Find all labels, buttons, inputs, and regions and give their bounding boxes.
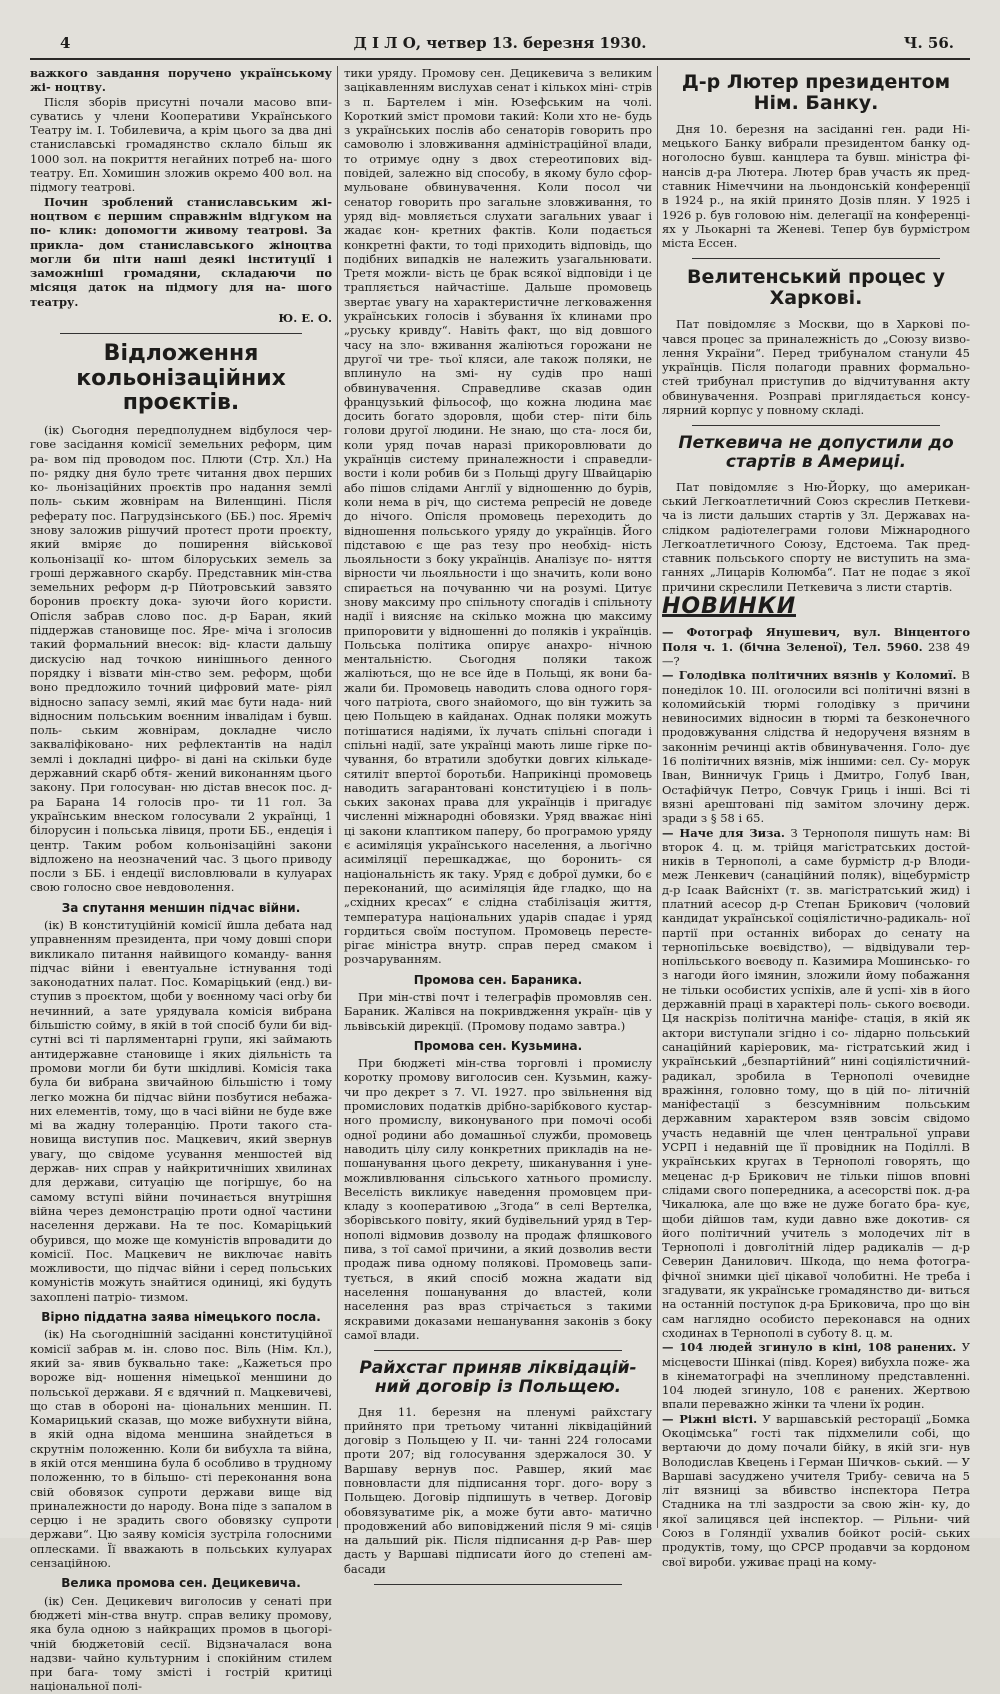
subheading: Промова сен. Бараника. (413, 972, 583, 987)
news-item (662, 1340, 970, 1411)
news-title: — Голодівка політичних вязнів у Коломиї. (662, 668, 957, 683)
article-text: тики уряду. Промову сен. Децикевича з великим зацікавленням вислухав сенат і кількох міні- стрів з п. Бартелем і мін. Юзефським на чолі. Короткий зміст промови такий: Коли хто не- будь з українських послів або сенаторів говорить про самоволю і зловживання адміністраційної влади, то отримує одну з двох стереотипових від- повідей, залежно від способу, в якому було сфор- мульоване обвинувачення. Коли посол чи сенатор говорить про загальне зловживання, то уряд від- мовляється слухати загальних увааг і жадає кон- кретних фактів. Коли подається конкретні факти, то тоді приходить відповідь, що подібних випадків не належить узагальнювати. Третя можли- вість це брак всякої відповіди і це трапляється найчастіше. Дальше промовець звертає увагу на характеристичне легковаження українських голосів і збування їх клинами про „руську кривду“. Навіть факт, що від довшого часу на зло- вживання жаліються горожани не другої чи тре- тьої кляси, але також поляки, не вплинуло на змі- ну судів про наші обвинувачення. Справедливе сказав один французький фільософ, що кожна людина має досить богато здоровля, щоби стер- піти біль голови другої людини. Не знаю, що ста- лося би, коли уряд почав наразі прикоровлювати до українців систему приналежности і справедли- вости і коли робив би з Польщі другу Швайцарію або пішов слідами Англії у відношенню до бурів, коли нема в річ, що система репресій не доведе до нічого. Опісля промовець переходить до відношення польського уряду до українців. Його підставою є ще раз тезу про необхід- ність льояльности з боку українців. Аналізує по- няття вірности чи льояльности і що значить, коли воно спирається на почуванню чи на розумі. Цитує знову максиму про спільноту спогадів і спільноту надії і виясняє на скілько можна цю максиму припоровити у відношенні до поляків і українців. Польська політика опирує анахро- нічною ментальністю. Сьогодня поляки також жаліються, що не все йде в Польщі, як вони ба- жали би. Промовець наводить слова одного горя- чого патріота, свого знайомого, що він тужить за цею Польщею в кайданах. Однак поляки можуть потішатися надіями, їх лучать спільні спогади і спільні надії, зате українці мають лише гірке по- чування, бо втратили здобутки довгих кількаде- сятиліт впертої боротьби. Наприкінці промовець наводить загарантовані конституцією і в поль- ських законах права для українців і пригадує численні міжнародні обовязки. Уряд вважає ніні ці закони клаптиком паперу, бо програмою уряду є асиміляція українського населення, а льогічно асиміляції перешкаджає, що боронить- ся національність як таку. Уряд є доброї думки, бо є переконаний, що асиміляція йде гладко, що на „східних кресах“ є слідна стабілізація життя, температура національних ударів спадає і уряд гордиться своїм поступом. Промовець пересте- рігає міністра внутр. справ перед смаком і розчаруванням. (344, 66, 652, 967)
column-rule (657, 66, 658, 1528)
signature: Ю. Е. О. (278, 311, 332, 326)
intro-paragraph: Почин зроблений станиславським жі- ноцтвом є першим справжнім відгуком на по- клик: допомогти живому театрові. За прикла- дом станиславського жіноцтва могли би піти наші деякі інституції і заможніші громадяни, складаючи по місяця даток на підмогу для на- шого театру. (30, 194, 332, 309)
column-1 (30, 66, 332, 1694)
news-item (662, 625, 970, 668)
news-item (662, 1412, 970, 1569)
headline-colonization: Відложення кольонізаційних проєктів. (76, 341, 286, 415)
column-rule (337, 66, 338, 1528)
divider (60, 333, 302, 334)
page-number: 4 (60, 34, 71, 52)
headline-petkevych: Петкевича не допустили до стартів в Америці. (678, 433, 954, 472)
news-body: У місцевости Шінкаі (півд. Корея) вибухла поже- жа в кінематографі на зчеплиному представленні. 104 людей згинуло, 108 є ранених. Жертвою впали переважно жінки та члени їх родин. (662, 1340, 970, 1412)
news-title: — Фотограф Янушевич, вул. Вінцентого Поля ч. 1. (бічна Зеленої), Тел. 5960. (662, 625, 970, 654)
subheading: Вірно піддатна заява німецького посла. (41, 1310, 321, 1325)
divider (692, 258, 940, 259)
article-text: Дня 10. березня на засіданні ген. ради Ні- мецького Банку вибрали президентом банку од- ноголосно бувш. канцлера та бувш. міністра фі- нансів д-ра Лютера. Лютер брав участь як пред- ставник Німеччини на льондонській конференції в 1924 р., на якій принято Дозів плян. У 1925 і 1926 р. був головою нім. делегації на конференці- ях у Льокарні та Женеві. Тепер був бурмістром міста Ессен. (662, 121, 970, 251)
divider (374, 1350, 622, 1351)
article-text: (ік) Сьогодня передполуднем відбулося чер- гове засідання комісії земельних реформ, цим ра- вом під проводом пос. Плюти (Стр. Хл.) На по- рядку дня було третє читання двох перших ко- льонізаційних проєктів про надання землі поль- ським жовнірам на Виленщині. Після реферату пос. Пагрудзінського (ББ.) пос. Яреміч знову заложив рішучий протест проти проєкту, який вміряє до поширення військової кольонізації ко- штом білоруських земель за гроші державного скарбу. Представник мін-ства земельних реформ д-р Пйотровський завзято боронив проєкту дока- зуючи його користи. Опісля забрав слово пос. д-р Баран, який піддержав становище пос. Яре- міча і зголосив такий формальний внесок: від- класти дальшу дискусію над точкою нинішнього денного порядку і візвати мін-ство зем. реформ, щоби воно предложило точний цифровий мате- ріял відносно запасу землі, який має бути нада- ний відносним польським воєнним інвалідам і бувш. поль- ським жовнірам, докладне число закваліфіковано- них рефлектантів на наділ землі і докладні цифро- ві дані на скільки буде державний скарб обтя- жений виконанням цього закону. При голосуван- ню дістав внесок пос. д-ра Барана 14 голосів про- ти 11 гол. За українським внеском голосували 2 українці, 1 білорусин і польська лівиця, проти ББ., ендеція і центр. Таким робом кольонізаційні закони відложено на неозначений час. З цього приводу посли з ББ. і ендеції висловлювали в кулуарах свою голосно свое невдоволення. (30, 422, 332, 895)
column-3 (662, 66, 971, 1569)
article-text: При мін-стві почт і телеграфів промовляв сен. Бараник. Жалівся на покривдження україн- ців у львівській дирекції. (Промову подамо завтра.) (344, 990, 652, 1033)
news-title: — Наче для Зиза. (662, 825, 785, 840)
issue-number: Ч. 56. (903, 34, 954, 52)
subheading: Велика промова сен. Децикевича. (61, 1576, 301, 1591)
news-item (662, 668, 970, 825)
divider (374, 1584, 622, 1585)
news-body: У варшавській ресторації „Бомка Окоцімська“ гості так підхмелили собі, що вертаючи до дому почали бійку, в якій зги- нув Володислав Квецень і Герман Шичков- ський. — У Варшаві засуджено учителя Трибу- севича на 5 літ вязниці за вбивство інспектора Петра Стадника на тлі заздрости за свою жін- ку, до якої залицявся цей інспектор. — Рільни- чий Союз в Голяндії ухвалив бойкот росій- ських продуктів, тому, що СРСР продавчи за кордоном свої вироби. уживає праці на кому- (662, 1411, 971, 1569)
news-body: 238 49—? (662, 639, 970, 668)
subheading: Промова сен. Кузьмина. (413, 1038, 583, 1053)
headline-reichstag: Райхстаг приняв ліквідацій- ний договір із Польщею. (359, 1358, 637, 1397)
article-text: Пат повідомляє з Ню-Йорку, що американ- ський Легкоатлетичний Союз скреслив Петкеви- ча із листи дальших стартів у Зл. Державах на- слідком радіотелеграми голови Міжнародного Легкоатлетичного Союзу, Едстоема. Так пред- ставник польського спорту не виступить на зма- ганнях „Лицарів Колюмба“. Пат не подає з якої причини скреслили Петкевича з листи стартів. (662, 479, 970, 594)
intro-paragraph: Після зборів присутні почали масово впи- суватись у члени Кооперативи Українського Театру ім. І. Тобилевича, а крім цього за два дні станиславські громадянство склало більш як 1000 зол. на покриття негайних потреб на- шого театру. Еп. Хомишин зложив окремо 400 вол. на підмогу театрові. (30, 94, 332, 195)
news-item (662, 826, 970, 1341)
article-text: При бюджеті мін-ства торговлі і промислу коротку промову виголосив сен. Кузьмин, кажу- чи про декрет з 7. VI. 1927. про звільнення від промислових податків дрібно-зарібкового кустар- ного промислу, виконуваного при помочі ocoбi одної родини або домашньої служби, промовець наводить цілу силу конкретних прикладів на не- пошанування цього декрету, шиканування і уне- можливлювання сільського хатнього промислу. Веселість викликує наведення промовцем при- кладу з кооперативою „Згода“ в селі Вертелка, зборівського повіту, який будівельний уряд в Тер- нополі відмовив дозволу на продаж фляшкового пива, з тої самої причини, а який дозволив вести продаж пива одному полякові. Промовець запи- тується, в який спосіб можна жадати від населення пошанування до властей, коли населення раз враз стрічається з такими яскравими доказами нешанування законів з боку самої влади. (344, 1056, 652, 1342)
intro-paragraph: важкого завдання поручено українському жі- ноцтву. (30, 66, 332, 95)
subheading: За спутання меншин підчас війни. (61, 900, 301, 915)
headline-kharkiv-trial: Велитенський процес у Харкові. (686, 266, 946, 310)
column-2 (344, 66, 652, 1576)
news-title: — Ріжні вісті. (662, 1411, 758, 1426)
page-header (30, 28, 970, 60)
article-text: Дня 11. березня на пленумі райхстагу прийнято при третьому читанні ліквідаційний договір з Польщею у II. чи- танні 224 голосами проти 207; від голосування здержалося 30. У Варшаву вернув пос. Равшер, який має повновласти для підписання торг. дого- вору з Польщею. Договір підпишуть в четвер. Договір обовязуватиме рік, а може бути авто- матично продовжений або виповіджений після 9 мі- сяців на дальший рік. Після підписання д-р Рав- шер дасть у Варшаві підписати його до степені ам- басади (344, 1404, 652, 1576)
article-text: (ік) Сен. Децикевич виголосив у сенаті при бюджеті мін-ства внутр. справ велику промову, яка була одною з найкращих промов в цьогорі- чній бюджетовій сесії. Відзначалася вона надзви- чайно культурним і спокійним стилем при бага- тому змісті і гострій критиці національної полі- (30, 1593, 332, 1694)
article-text: Пат повідомляє з Москви, що в Харкові по- чався процес за приналежність до „Союзу визво- лення України“. Перед трибуналом станули 45 українців. Після полагоди правних формально- стей трибунал приступив до відчитування акту обвинувачення. Розправі приглядається консу- лярний корпус у повному складі. (662, 317, 970, 418)
section-title-news: НОВИНКИ (662, 594, 797, 620)
article-text: (ік) В конституційній комісії йшла дебата над управненням президента, при чому довші спори викликало питання найвищого команду- вання підчас війни і евентуальне істнування тоді законодатних палат. Пос. Комаріцький (енд.) ви- ступив з проєктом, щоби у воєнному часі orbу би нечинний, а зате урядувала комісія вибрана більшістю сойму, в якій в той спосіб були би від- сутні всі ті парляментарні групи, які займають антидержавне становище і яких діяльність та промови могли би бути шкідливі. Комісія така була би вибрана звичайною більшістю і тому легко можна би підчас війни позбутися небажа- них елементів, тому, що в часі війни не буде вже мі ва жадну толеранцію. Проти такого ста- новища виступив пос. Мацкевич, який звернув увагу, що свідоме усування меншостей від держав- них справ у найкритичніших хвилинах для держави, ситуацію ще погіршує, бо на самому вступі війни починається внутрішня війна через демонстрацію проти одної частини населення держави. На те пос. Комаріцький обурився, що може ще комуністів впровадити до комісії. Пос. Мацкевич не виключає навіть можливости, що підчас війни і серед польських комуністів можуть знайтися одиниці, які будуть захоплені патріо- тизмом. (30, 918, 332, 1304)
news-title: — 104 людей згинуло в кіні, 108 ранених. (662, 1340, 957, 1355)
news-body: В понеділок 10. III. оголосили всі політичні вязні в коломийській тюрмі голодівку з причини невиносимих відносин в тюрмі та безконечного продовжування слідства й недорученя вязням в законнім речинці актів обвинувачення. Голо- дує 16 політичних вязнів, між іншими: сел. Су- морук Іван, Винничук Гриць і Дмитро, Голуб Іван, Остафійчук Петро, Совчук Гриць і інші. Всі ті вязні арештовані під замітом злочину держ. зради з § 58 і 65. (662, 668, 970, 826)
article-text: (ік) На сьогоднішній засіданні конституційної комісії забрав м. ін. слово пос. Віль (Нім. Кл.), який за- явив буквально таке: „Кажеться про вороже від- ношення німецької меншини до польської держави. Я є вдячний п. Мацкевичеві, що став в обороні на- ціональних меншин. П. Комарицький сказав, що може вибухнути війна, в якій одна відома меншина знайдеться в скрутнім положенню. Коли би вибухла та війна, в якій отся меншина була б особливо в трудному положенню, то в більшо- сті переконання вона свій обовязок супроти держави вище від приналежности до народу. Вона піде з запалом в серцю і не зрадить свого обовязку супроти держави“. Цю заяву комісія зустріла голосними оплесками. Її вважають в польських кулуарах сензаційною. (30, 1327, 332, 1571)
masthead: Д І Л О, четвер 13. березня 1930. (353, 34, 647, 52)
headline-luther: Д-р Лютер президентом Нім. Банку. (681, 71, 951, 114)
news-list (662, 625, 970, 1569)
divider (692, 425, 940, 426)
news-body: З Тернополя пишуть нам: Ві второк 4. ц. м. трійця магістратських достой- ників в Тернополі, а саме бурмістр д-р Влоди- меж Ленкевич (санаційний поляк), віцебурмістр д-р Ісаак Вайсніхт (т. зв. магістратський жид) і платний асесор д-р Степан Брикович (чоловий кандидат української соціялістично-радикаль- ної партії при останніх виборах до сенату на тернопільське воєвідство), — відвідували тер- нопільського воєводу п. Казимира Мошинсько- го з нагоди його імянин, зложили йому побажання не тільки особистих успіхів, але й успі- хів в його державній праці в характері поль- ського воєводи. Ця наскрізь політична маніфе- стація, в якій як актори виступали згідно і со- лідарно польський санаційний каріеровик, ма- гістратський жид і український „безпартійний“ нині соціялістичний-радикал, зробила в Тернополі очевидне вражіння, головно тому, що в цій по- літичній маніфестації з безсумнівним польським державним характером взяв зовсім свідомо участь недавній ще член центральної управи УСРП і недавній ще її провідник на Поділлі. В українських кругах в Тернополі говорять, що меценас д-р Брикович не тільки пішов вповні слідами свого попередника, а асесорстві пок. д-ра Чикалюка, але що вже не дуже богато бра- кує, щоби дійшов там, куди давно вже докотив- ся його політичний учитель з молодечих літ в Тернополі і довголітній лідер радикалів — д-р Северин Данилович. Шкода, що нема фотогра- фічної знимки цієї цікавої чолобитні. Не треба і згадувати, як українське громадянство ди- виться на останній поступок д-ра Бриковича, про що він сам наглядно особисто переконався на одних сходинах в Тернополі в суботу 8. ц. м. (662, 825, 971, 1340)
